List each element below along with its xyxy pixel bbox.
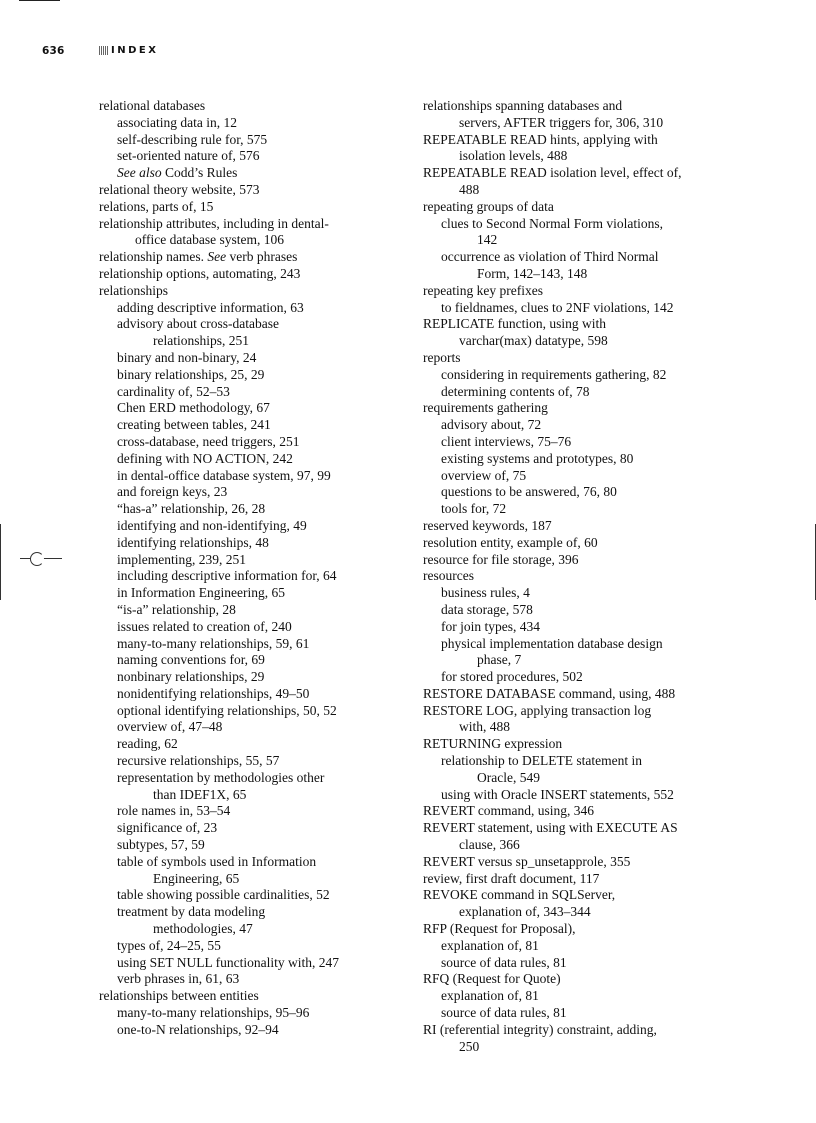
index-subentry <box>423 216 743 250</box>
entry-continuation: Engineering, 65 <box>153 870 240 886</box>
entry-continuation: phase, 7 <box>477 652 522 668</box>
index-subentry <box>423 669 743 686</box>
index-subentry <box>99 400 399 417</box>
index-subentry <box>423 384 743 401</box>
entry-text: using SET NULL functionality with, 247 <box>117 954 339 970</box>
entry-text: for stored procedures, 502 <box>441 669 583 685</box>
index-entry <box>423 854 743 871</box>
entry-text: repeating groups of data <box>423 198 554 214</box>
entry-text: resources <box>423 568 474 584</box>
entry-text: review, first draft document, 117 <box>423 870 600 886</box>
entry-text: Codd’s Rules <box>161 165 238 181</box>
entry-text: REVOKE command in SQLServer, <box>423 887 616 903</box>
index-subentry <box>423 451 743 468</box>
entry-text: identifying and non-identifying, 49 <box>117 517 307 533</box>
crop-mark-left <box>0 524 1 600</box>
entry-text: cardinality of, 52–53 <box>117 383 230 399</box>
entry-text: questions to be answered, 76, 80 <box>441 484 617 500</box>
entry-continuation: varchar(max) datatype, 598 <box>459 333 608 349</box>
entry-text: binary and non-binary, 24 <box>117 349 257 365</box>
entry-text: relational theory website, 573 <box>99 181 260 197</box>
index-subentry <box>99 753 399 770</box>
index-subentry <box>99 719 399 736</box>
index-entry <box>423 535 743 552</box>
entry-text: many-to-many relationships, 59, 61 <box>117 635 310 651</box>
entry-text: RI (referential integrity) constraint, adding, <box>423 1021 657 1037</box>
index-entry <box>423 165 743 199</box>
index-subentry <box>99 736 399 753</box>
entry-continuation: Oracle, 549 <box>477 769 540 785</box>
entry-text: physical implementation database design <box>441 635 663 651</box>
index-entry <box>423 703 743 737</box>
entry-text: set-oriented nature of, 576 <box>117 148 260 164</box>
index-subentry <box>99 602 399 619</box>
entry-text: Chen ERD methodology, 67 <box>117 400 270 416</box>
entry-text: subtypes, 57, 59 <box>117 837 205 853</box>
entry-text: advisory about, 72 <box>441 417 542 433</box>
entry-continuation: Form, 142–143, 148 <box>477 265 588 281</box>
entry-text: identifying relationships, 48 <box>117 534 269 550</box>
index-entry <box>99 988 399 1005</box>
index-subentry <box>99 417 399 434</box>
index-subentry <box>99 501 399 518</box>
entry-text: binary relationships, 25, 29 <box>117 366 265 382</box>
index-subentry <box>99 316 399 350</box>
index-subentry <box>99 451 399 468</box>
entry-text: reserved keywords, 187 <box>423 517 552 533</box>
entry-text: overview of, 75 <box>441 467 527 483</box>
entry-text: REPLICATE function, using with <box>423 316 606 332</box>
page-number: 636 <box>42 45 65 57</box>
entry-continuation: servers, AFTER triggers for, 306, 310 <box>459 114 664 130</box>
entry-text: client interviews, 75–76 <box>441 433 572 449</box>
index-subentry <box>99 552 399 569</box>
running-head-label: INDEX <box>111 45 159 56</box>
entry-text: role names in, 53–54 <box>117 803 231 819</box>
index-entry <box>423 552 743 569</box>
entry-text: advisory about cross-database <box>117 316 279 332</box>
entry-continuation: 250 <box>459 1038 480 1054</box>
entry-text: source of data rules, 81 <box>441 954 567 970</box>
index-entry <box>423 199 743 216</box>
entry-text: overview of, 47–48 <box>117 719 223 735</box>
index-subentry <box>99 468 399 485</box>
entry-continuation: office database system, 106 <box>135 232 284 248</box>
index-column-left <box>99 98 399 1039</box>
entry-text: issues related to creation of, 240 <box>117 618 292 634</box>
index-subentry <box>423 938 743 955</box>
index-subentry <box>99 938 399 955</box>
entry-text: tools for, 72 <box>441 501 507 517</box>
index-entry <box>99 199 399 216</box>
entry-text: REPEATABLE READ hints, applying with <box>423 131 658 147</box>
entry-text: and foreign keys, 23 <box>117 484 228 500</box>
entry-text: resource for file storage, 396 <box>423 551 579 567</box>
entry-text: RFQ (Request for Quote) <box>423 971 561 987</box>
index-subentry <box>99 955 399 972</box>
index-entry <box>423 820 743 854</box>
index-subentry <box>99 535 399 552</box>
index-subentry <box>99 971 399 988</box>
entry-text: reports <box>423 349 461 365</box>
index-subentry <box>99 434 399 451</box>
top-rule <box>19 0 60 1</box>
entry-text: cross-database, need triggers, 251 <box>117 433 300 449</box>
index-entry <box>423 971 743 988</box>
entry-text: table of symbols used in Information <box>117 853 317 869</box>
index-subentry <box>99 770 399 804</box>
index-subentry <box>99 703 399 720</box>
entry-text: nonidentifying relationships, 49–50 <box>117 685 310 701</box>
see-also-label: See also <box>117 165 162 181</box>
cross-reference: verb phrases <box>226 249 298 265</box>
registration-mark-circle <box>30 552 44 566</box>
index-subentry <box>423 787 743 804</box>
entry-text: creating between tables, 241 <box>117 417 271 433</box>
entry-text: one-to-N relationships, 92–94 <box>117 1021 279 1037</box>
entry-text: in Information Engineering, 65 <box>117 585 285 601</box>
entry-text: self-describing rule for, 575 <box>117 131 268 147</box>
index-subentry <box>99 1005 399 1022</box>
index-subentry <box>423 602 743 619</box>
index-entry <box>99 266 399 283</box>
running-head <box>99 45 158 56</box>
entry-text: relationships between entities <box>99 988 259 1004</box>
index-entry <box>423 686 743 703</box>
entry-text: recursive relationships, 55, 57 <box>117 753 280 769</box>
index-subentry <box>99 568 399 585</box>
index-subentry <box>99 585 399 602</box>
index-subentry <box>99 165 399 182</box>
entry-text: treatment by data modeling <box>117 904 266 920</box>
entry-text: repeating key prefixes <box>423 282 543 298</box>
entry-text: defining with NO ACTION, 242 <box>117 450 293 466</box>
entry-text: significance of, 23 <box>117 820 218 836</box>
entry-text: business rules, 4 <box>441 585 530 601</box>
entry-text: requirements gathering <box>423 400 548 416</box>
index-subentry <box>99 669 399 686</box>
index-subentry <box>423 300 743 317</box>
entry-continuation: than IDEF1X, 65 <box>153 786 247 802</box>
index-subentry <box>423 484 743 501</box>
index-subentry <box>423 619 743 636</box>
index-subentry <box>99 887 399 904</box>
index-subentry <box>99 148 399 165</box>
entry-text: optional identifying relationships, 50, 52 <box>117 702 337 718</box>
entry-text: relationships <box>99 282 168 298</box>
entry-text: relationships spanning databases and <box>423 98 623 113</box>
entry-text: nonbinary relationships, 29 <box>117 669 265 685</box>
index-entry <box>99 249 399 266</box>
entry-text: reading, 62 <box>117 736 178 752</box>
entry-text: source of data rules, 81 <box>441 1005 567 1021</box>
index-column-right <box>423 98 743 1055</box>
entry-text: to fieldnames, clues to 2NF violations, 142 <box>441 299 674 315</box>
index-entry <box>423 736 743 753</box>
entry-text: occurrence as violation of Third Normal <box>441 249 659 265</box>
entry-text: in dental-office database system, 97, 99 <box>117 467 331 483</box>
entry-text: determining contents of, 78 <box>441 383 590 399</box>
index-entry <box>423 887 743 921</box>
index-subentry <box>423 585 743 602</box>
entry-text: relationship to DELETE statement in <box>441 753 642 769</box>
index-entry <box>423 350 743 367</box>
index-subentry <box>99 854 399 888</box>
index-entry <box>423 568 743 585</box>
entry-text: considering in requirements gathering, 82 <box>441 366 667 382</box>
index-subentry <box>99 686 399 703</box>
entry-text: verb phrases in, 61, 63 <box>117 971 240 987</box>
index-subentry <box>99 803 399 820</box>
index-subentry <box>99 652 399 669</box>
entry-text: RFP (Request for Proposal), <box>423 921 576 937</box>
index-entry <box>423 1022 743 1056</box>
index-subentry <box>423 434 743 451</box>
index-subentry <box>99 367 399 384</box>
entry-text: REPEATABLE READ isolation level, effect of, <box>423 165 682 181</box>
entry-text: clues to Second Normal Form violations, <box>441 215 663 231</box>
entry-text: resolution entity, example of, 60 <box>423 534 598 550</box>
entry-text: existing systems and prototypes, 80 <box>441 450 634 466</box>
index-entry <box>423 871 743 888</box>
index-entry <box>423 98 743 132</box>
entry-text: RETURNING expression <box>423 736 563 752</box>
index-subentry <box>99 350 399 367</box>
entry-continuation: isolation levels, 488 <box>459 148 568 164</box>
index-subentry <box>423 988 743 1005</box>
index-entry <box>99 98 399 115</box>
index-entry <box>423 132 743 166</box>
index-subentry <box>423 417 743 434</box>
entry-continuation: methodologies, 47 <box>153 921 253 937</box>
entry-text: representation by methodologies other <box>117 769 325 785</box>
index-entry <box>423 400 743 417</box>
index-entry <box>423 316 743 350</box>
index-subentry <box>423 367 743 384</box>
entry-text: REVERT versus sp_unsetapprole, 355 <box>423 853 631 869</box>
entry-text: relations, parts of, 15 <box>99 198 214 214</box>
index-subentry <box>99 518 399 535</box>
entry-text: RESTORE DATABASE command, using, 488 <box>423 685 676 701</box>
index-subentry <box>99 820 399 837</box>
index-subentry <box>423 636 743 670</box>
entry-continuation: relationships, 251 <box>153 333 249 349</box>
entry-text: naming conventions for, 69 <box>117 652 265 668</box>
index-entry <box>99 216 399 250</box>
index-subentry <box>99 484 399 501</box>
entry-text: many-to-many relationships, 95–96 <box>117 1005 310 1021</box>
index-entry <box>423 518 743 535</box>
entry-text: types of, 24–25, 55 <box>117 937 221 953</box>
index-subentry <box>99 300 399 317</box>
index-entry <box>423 283 743 300</box>
index-subentry <box>423 955 743 972</box>
entry-text: “is-a” relationship, 28 <box>117 601 236 617</box>
index-subentry <box>99 837 399 854</box>
entry-text: REVERT statement, using with EXECUTE AS <box>423 820 678 836</box>
entry-text: relationship names. <box>99 249 208 265</box>
index-subentry <box>99 619 399 636</box>
entry-text: implementing, 239, 251 <box>117 551 246 567</box>
entry-text: data storage, 578 <box>441 601 533 617</box>
index-entry <box>99 283 399 300</box>
entry-text: associating data in, 12 <box>117 114 237 130</box>
entry-continuation: 488 <box>459 181 480 197</box>
index-subentry <box>423 249 743 283</box>
entry-text: including descriptive information for, 64 <box>117 568 337 584</box>
index-subentry <box>423 1005 743 1022</box>
entry-text: using with Oracle INSERT statements, 552 <box>441 786 674 802</box>
index-subentry <box>99 1022 399 1039</box>
entry-text: relational databases <box>99 98 206 113</box>
index-subentry <box>99 115 399 132</box>
entry-text: for join types, 434 <box>441 618 540 634</box>
index-subentry <box>423 501 743 518</box>
index-subentry <box>99 384 399 401</box>
entry-text: relationship options, automating, 243 <box>99 265 301 281</box>
see-label: See <box>207 249 227 265</box>
entry-text: RESTORE LOG, applying transaction log <box>423 702 652 718</box>
entry-text: REVERT command, using, 346 <box>423 803 595 819</box>
entry-continuation: explanation of, 343–344 <box>459 904 591 920</box>
index-subentry <box>99 904 399 938</box>
entry-text: explanation of, 81 <box>441 988 539 1004</box>
running-head-ornament <box>99 46 108 55</box>
entry-text: explanation of, 81 <box>441 937 539 953</box>
index-entry <box>423 803 743 820</box>
entry-text: “has-a” relationship, 26, 28 <box>117 501 266 517</box>
index-subentry <box>99 132 399 149</box>
entry-continuation: with, 488 <box>459 719 511 735</box>
entry-continuation: clause, 366 <box>459 837 520 853</box>
entry-text: adding descriptive information, 63 <box>117 299 304 315</box>
index-subentry <box>423 753 743 787</box>
index-entry <box>423 921 743 938</box>
entry-text: table showing possible cardinalities, 52 <box>117 887 330 903</box>
entry-continuation: 142 <box>477 232 498 248</box>
entry-text: relationship attributes, including in dental- <box>99 215 329 231</box>
index-subentry <box>99 636 399 653</box>
index-entry <box>99 182 399 199</box>
index-subentry <box>423 468 743 485</box>
